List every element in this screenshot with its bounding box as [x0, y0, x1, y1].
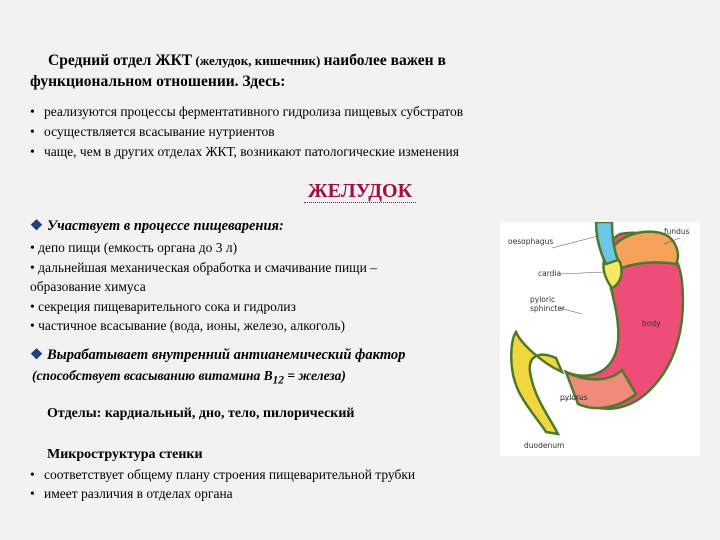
stomach-diagram [500, 222, 700, 456]
microstructure-title: Микроструктура стенки [47, 447, 203, 462]
intro-bullet-item: • осуществляется всасывание нутриентов [30, 124, 275, 139]
intro-bullet-item: • реализуются процессы ферментативного гидролиза пищевых субстратов [30, 104, 464, 119]
microstructure-item-text: имеет различия в отделах органа [44, 486, 233, 501]
intro-part-1: Средний отдел ЖКТ [48, 52, 193, 69]
oesophagus-shape [596, 222, 618, 264]
intro-bullet-text: реализуются процессы ферментативного гидролиза пищевых субстратов [44, 104, 464, 119]
intro-bullet-text: чаще, чем в других отделах ЖКТ, возникают патологические изменения [44, 144, 459, 159]
digestion-subheading-text: Участвует в процессе пищеварения: [47, 218, 284, 234]
factor-subheading [30, 347, 405, 364]
process-item: • частичное всасывание (вода, ионы, железо, алкоголь) [30, 318, 345, 333]
oesophagus-label: oesophagus [508, 237, 554, 246]
cardia-label: cardia [538, 269, 562, 278]
microstructure-list [30, 465, 415, 503]
fundus-label: fundus [664, 227, 690, 236]
diamond-bullet-icon: ❖ [30, 218, 43, 234]
microstructure-item: • соответствует общему плану строения пищеварительной трубки [30, 467, 416, 482]
intro-line-1 [30, 50, 590, 71]
pyloric-label: pyloric [530, 295, 556, 304]
vitamin-note-subscript: 12 [272, 374, 284, 387]
microstructure-item: • имеет различия в отделах органа [30, 486, 233, 501]
process-item: • секреция пищеварительного сока и гидролиз [30, 298, 296, 314]
digestion-process-list [30, 238, 500, 336]
intro-bullet-list [30, 102, 670, 162]
intro-line-2: функциональном отношении. Здесь: [30, 73, 286, 90]
vitamin-note-suffix: = железа) [283, 368, 346, 383]
process-item: • депо пищи (емкость органа до 3 л) [30, 240, 238, 255]
section-heading-text: ЖЕЛУДОК [304, 180, 416, 203]
duodenum-label: duodenum [524, 441, 565, 450]
factor-subheading-text: Вырабатывает внутренний антианемический фактор [47, 347, 406, 363]
intro-part-3: наиболее важен в [323, 52, 446, 69]
process-item: • дальнейшая механическая обработка и смачивание пищи – [30, 259, 377, 275]
sphincter-label: sphincter [530, 304, 566, 313]
microstructure-item-text: соответствует общему плану строения пищеварительной трубки [44, 467, 416, 482]
vitamin-note-prefix: (способствует всасыванию витамина В [32, 368, 273, 383]
stomach-diagram-svg [500, 222, 700, 456]
intro-bullet-text: осуществляется всасывание нутриентов [44, 124, 275, 139]
process-item: образование химуса [30, 279, 146, 294]
digestion-subheading [30, 218, 284, 235]
vitamin-note [32, 368, 346, 387]
intro-paragraph [30, 50, 590, 92]
intro-bullet-item: • чаще, чем в других отделах ЖКТ, возникают патологические изменения [30, 144, 459, 159]
intro-part-2: (желудок, кишечник) [192, 53, 324, 68]
pylorus-label: pylorus [560, 393, 588, 402]
duodenum-shape [511, 332, 562, 434]
stomach-sections: Отделы: кардиальный, дно, тело, пилорический [47, 406, 355, 421]
body-label: body [642, 319, 661, 328]
diamond-bullet-icon: ❖ [30, 347, 43, 363]
section-heading [0, 180, 720, 203]
